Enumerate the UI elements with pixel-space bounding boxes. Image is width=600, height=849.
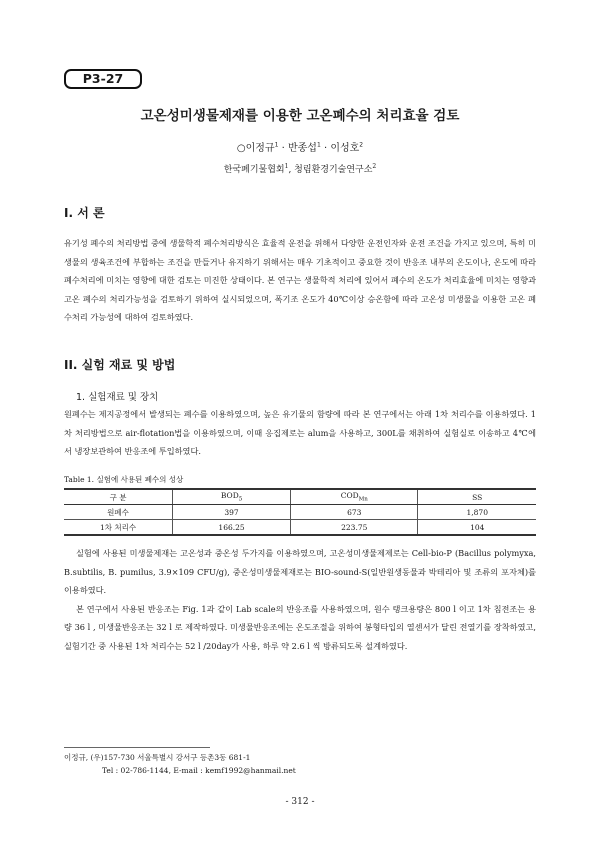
microorganism-paragraph: 실험에 사용된 미생물제재는 고온성과 중온성 두가지를 이용하였으며, 고온성미생물제제로는 Cell-bio-P (Bacillus polymyxa, B.subtilis, B. pumilus, 3.9×109 CFU/g), 중온성미생물제재로는 BIO-sound-S(일반원생동물과 박테리아 및 조류의 포자체)를 이용하였다.: [64, 548, 536, 596]
table-cell: 166.25: [173, 520, 291, 536]
affiliation-number: 1: [284, 163, 289, 170]
affiliation-separator: ,: [288, 165, 295, 175]
column-header: $COD_{Mn}$: [291, 489, 418, 505]
affiliation-number: 2: [372, 163, 377, 170]
table-cell: 1차 처리수: [64, 520, 173, 536]
author-separator: ·: [320, 143, 331, 154]
affiliation-number: 1: [316, 141, 321, 149]
section-heading-introduction: I. 서 론: [64, 206, 105, 220]
author-name: 이성호: [330, 143, 360, 154]
table-cell: 673: [291, 505, 418, 520]
table-caption: Table 1. 실험에 사용된 폐수의 성상: [64, 475, 184, 484]
author-name: 반종섭: [287, 143, 317, 154]
reactor-paragraph: 본 연구에서 사용된 반응조는 Fig. 1과 같이 Lab scale의 반응조를 사용하였으며, 원수 탱크용량은 800 l 이고 1차 침전조는 용량 36 l , 미생물반응조는 32 l 로 제작하였다. 미생물반응조에는 온도조절을 위하여 봉형타입의 열센서가 달린 전열기를 장착하였고, 실험기간 중 사용된 1차 처리수는 52 l /20day가 사용, 하루 약 2.6 l 씩 방류되도록 설계하였다.: [64, 603, 536, 651]
table-cell: 1,870: [418, 505, 536, 520]
session-code-badge: P3-27: [64, 69, 142, 89]
affiliation-name: 한국폐기물협회: [223, 165, 285, 175]
table-row: [64, 520, 536, 536]
affiliation-number: 2: [359, 141, 364, 149]
table-cell: 104: [418, 520, 536, 536]
footnote-address: 이정규, (우)157-730 서울특별시 강서구 등촌3동 681-1: [64, 753, 251, 762]
materials-paragraph: 원폐수는 제지공정에서 발생되는 폐수를 이용하였으며, 높은 유기물의 함량에 따라 본 연구에서는 아래 1차 처리수를 이용하였다. 1차 처리방법으로 air-flotation법을 이용하였으며, 이때 응집제로는 alum을 사용하고, 300L를 채취하여 실험실로 이송하고 4℃에서 냉장보관하여 반응조에 투입하였다.: [64, 409, 536, 457]
table-cell: 397: [173, 505, 291, 520]
footnote-contact: Tel : 02-786-1144, E-mail : kemf1992@hanmail.net: [102, 766, 296, 775]
subsection-heading-materials: 1. 실험재료 및 장치: [76, 392, 159, 403]
affiliation-number: 1: [274, 141, 279, 149]
wastewater-properties-table: [64, 488, 536, 536]
column-header: SS: [418, 489, 536, 505]
section-heading-methods: II. 실험 재료 및 방법: [64, 358, 176, 372]
introduction-paragraph: 유기성 폐수의 처리방법 중에 생물학적 폐수처리방식은 효율적 운전을 위해서 다양한 운전인자와 운전 조건을 가지고 있으며, 특히 미생물의 생육조건에 부합하는 조건을 만들거나 유지하기 위해서는 매우 기초적이고 중요한 것이 반응조 내부의 온도이나, 온도에 따라 폐수처리에 미치는 영향에 대한 검토는 미진한 상태이다. 본 연구는 생물학적 처리에 있어서 폐수의 온도가 처리효율에 미치는 영향과 고온 폐수의 처리가능성을 검토하기 위하여 실시되었으며, 폭기조 온도가 40℃이상 승온함에 따라 고온성 미생물을 이용한 고온 폐수처리 가능성에 대하여 검토하였다.: [64, 238, 536, 323]
affiliation-name: 청림환경기술연구소: [294, 165, 373, 175]
table-header-row: [64, 489, 536, 505]
table-row: [64, 505, 536, 520]
author-list: [0, 139, 600, 154]
footnote-divider: [64, 747, 210, 748]
table-cell: 원폐수: [64, 505, 173, 520]
page-number: - 312 -: [285, 797, 315, 807]
author-separator: ·: [278, 143, 288, 154]
presenter-marker: ○: [236, 143, 246, 154]
affiliations: [0, 162, 600, 175]
paper-title: 고온성미생물제재를 이용한 고온폐수의 처리효율 검토: [140, 108, 460, 124]
column-header: 구 분: [64, 489, 173, 505]
author-name: 이정규: [245, 143, 275, 154]
column-header: $BOD_5$: [173, 489, 291, 505]
methods-body: [64, 544, 536, 656]
table-cell: 223.75: [291, 520, 418, 536]
